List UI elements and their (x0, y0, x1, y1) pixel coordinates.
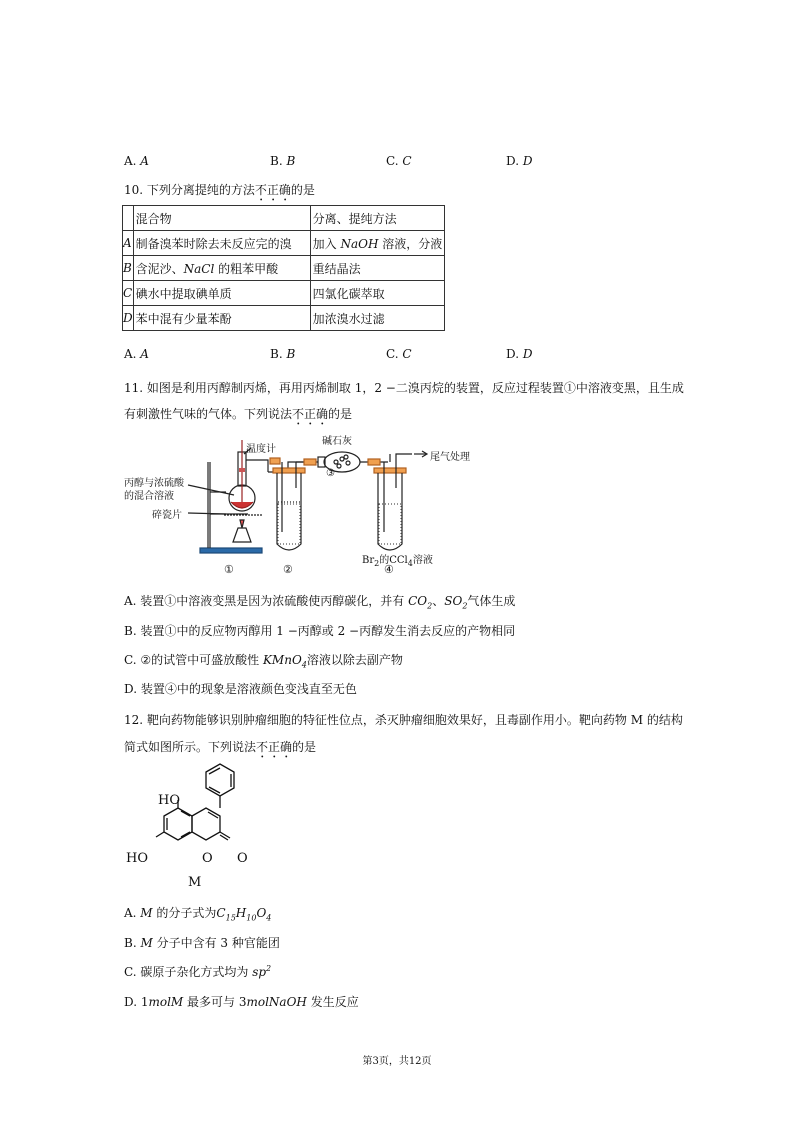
q10-stem: 10. 下列分离提纯的方法不正确的是 (124, 183, 315, 197)
q9-option-d[interactable]: D. D (506, 154, 533, 168)
row-mixture: 碘水中提取碘单质 (133, 281, 310, 306)
row-mixture: 制备溴苯时除去未反应完的溴 (133, 231, 310, 256)
q12-stem-line2: 简式如图所示。下列说法不正确的是 (124, 740, 317, 754)
q11-option-c[interactable]: C. ②的试管中可盛放酸性 KMnO$_4$溶液以除去副产物 (124, 653, 403, 670)
row-label: C (123, 281, 134, 306)
q9-option-a[interactable]: A. A (124, 154, 149, 168)
q12-option-b[interactable]: B. M 分子中含有 3 种官能团 (124, 936, 280, 950)
label-chips: 碎瓷片 (152, 510, 182, 521)
row-mixture: 含泥沙、NaCl 的粗苯甲酸 (133, 256, 310, 281)
q11-option-d[interactable]: D. 装置④中的现象是溶液颜色变浅直至无色 (124, 682, 357, 696)
row-method: 加入 NaOH 溶液，分液 (310, 231, 445, 256)
table-row (123, 306, 445, 331)
table-header-row (123, 206, 445, 231)
label-soda-lime: 碱石灰 (322, 436, 352, 447)
row-method: 四氯化碳萃取 (310, 281, 445, 306)
row-method: 重结晶法 (310, 256, 445, 281)
label-ho-left: HO (126, 851, 148, 866)
label-n3: ③ (326, 468, 335, 479)
label-n4: ④ (384, 563, 394, 576)
q12-option-a[interactable]: A. M 的分子式为$C_{15}H_{10}O_4$ (124, 906, 272, 923)
q11-option-a[interactable]: A. 装置①中溶液变黑是因为浓硫酸使丙醇碳化，并有 $CO_2$、$SO_2$气体生成 (124, 594, 516, 611)
table-row (123, 281, 445, 306)
q9-option-b[interactable]: B. B (270, 154, 296, 168)
q12-option-d[interactable]: D. 1molM 最多可与 3molNaOH 发生反应 (124, 995, 359, 1009)
q10-option-c[interactable]: C. C (386, 347, 412, 361)
row-mixture: 苯中混有少量苯酚 (133, 306, 310, 331)
label-n1: ① (224, 563, 234, 576)
q12-stem-line1: 12. 靶向药物能够识别肿瘤细胞的特征性位点，杀灭肿瘤细胞效果好，且毒副作用小。靶向药物 M 的结构 (124, 713, 683, 727)
label-bromine-solution: $Br_2$的CCl$_4$溶液 (362, 555, 433, 568)
label-exhaust: 尾气处理 (430, 452, 470, 463)
table-row (123, 256, 445, 281)
table-row (123, 231, 445, 256)
q10-option-b[interactable]: B. B (270, 347, 296, 361)
header-mixture: 混合物 (133, 206, 310, 231)
structure-diagram (120, 760, 270, 890)
q10-option-a[interactable]: A. A (124, 347, 149, 361)
row-label: D (123, 306, 134, 331)
header-method: 分离、提纯方法 (310, 206, 445, 231)
row-label: A (123, 231, 134, 256)
row-label: B (123, 256, 134, 281)
q11-stem-line1: 11. 如图是利用丙醇制丙烯，再用丙烯制取 1，2 −二溴丙烷的装置，反应过程装置①中溶液变黑，且生成 (124, 381, 684, 395)
label-o-keto: O (237, 851, 248, 866)
q9-options (124, 154, 684, 172)
label-thermometer: 温度计 (246, 444, 276, 455)
row-method: 加浓溴水过滤 (310, 306, 445, 331)
label-mixture-2: 的混合溶液 (124, 491, 174, 502)
page-footer: 第3页，共12页 (362, 1056, 432, 1067)
q10-table (122, 205, 445, 331)
label-n2: ② (283, 563, 293, 576)
label-o-ring: O (202, 851, 213, 866)
q11-option-b[interactable]: B. 装置①中的反应物丙醇用 1 −丙醇或 2 −丙醇发生消去反应的产物相同 (124, 624, 516, 638)
label-ho-top: HO (158, 793, 180, 808)
label-m: M (188, 875, 202, 890)
q11-stem-line2: 有刺激性气味的气体。下列说法不正确的是 (124, 407, 353, 421)
q10-option-d[interactable]: D. D (506, 347, 533, 361)
label-mixture-1: 丙醇与浓硫酸 (124, 478, 184, 489)
q12-option-c[interactable]: C. 碳原子杂化方式均为 $sp^2$ (124, 964, 272, 979)
q10-options (124, 347, 684, 365)
q9-option-c[interactable]: C. C (386, 154, 412, 168)
